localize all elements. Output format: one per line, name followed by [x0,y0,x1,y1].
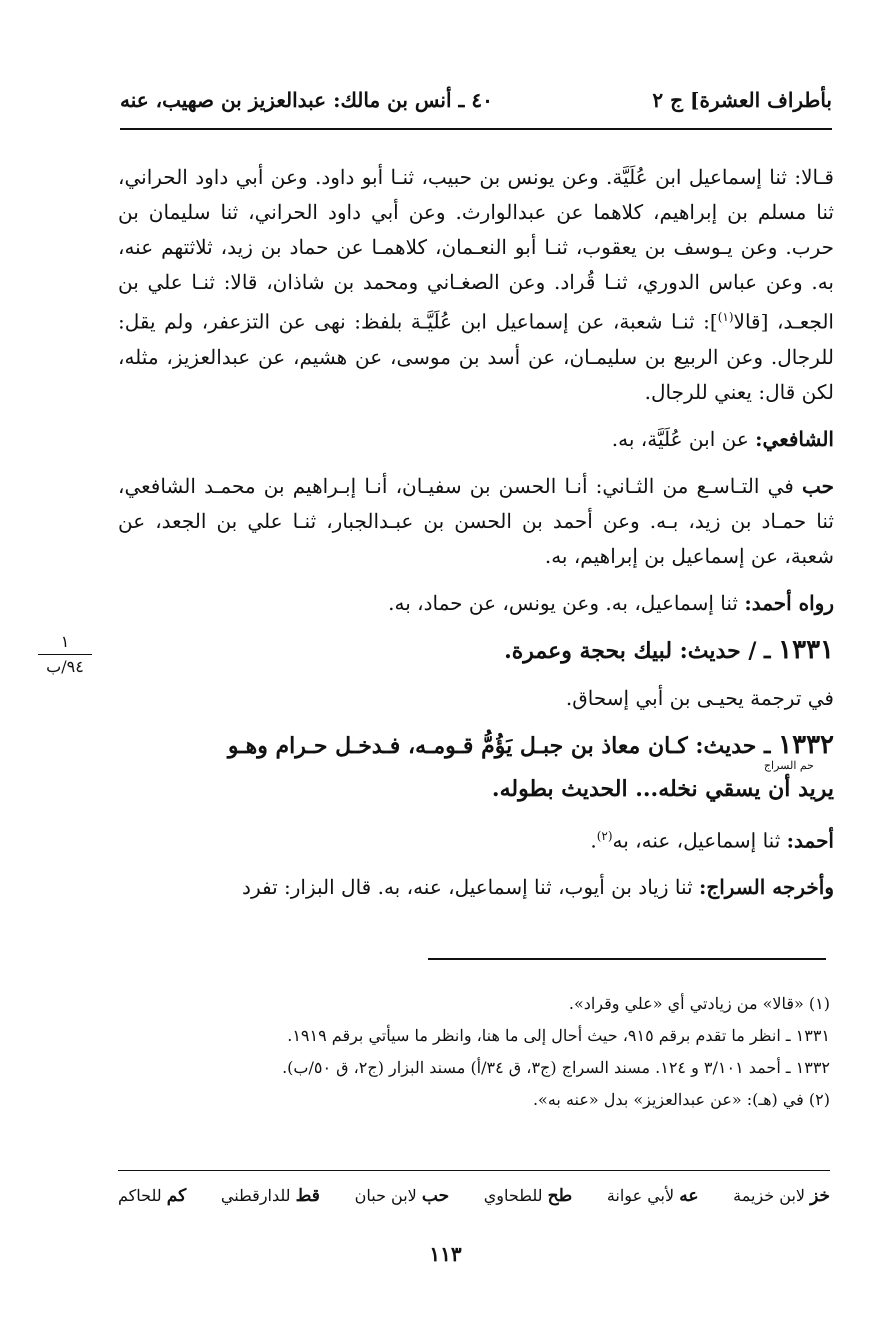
paragraph-hibban [118,469,834,574]
paragraph-text: ثنا إسماعيل، به. وعن يونس، عن حماد، به. [388,590,745,615]
paragraph-text: ثنا إسماعيل، عنه، به [612,828,787,853]
footnote-1331: ١٣٣١ ـ انظر ما تقدم برقم ٩١٥، حيث أحال إلى ما هنا، وانظر ما سيأتي برقم ١٩١٩. [287,1026,830,1045]
paragraph-text-cont: ]: ثنـا شعبة، عن إسماعيل ابن عُلَيَّـة بلفظ: نهى عن التزعفر، ولم يقل: للرجال. وعن الربيع بن سليمـان، عن أسد بن موسى، عن هشيم، عن عبدالعزيز، مثله، لكن قال: يعني للرجال. [118,309,835,404]
abbrev-item [118,1186,186,1206]
folio-bottom: ٩٤/ب [46,657,84,676]
hadith-title: ـ / حديث: لبيك بحجة وعمرة. [504,637,779,664]
abbreviations-key [118,1186,830,1206]
abbrev-code: كم [166,1186,187,1206]
paragraph-text: في التـاسـع من الثـاني: أنـا الحسن بن سفيـان، أنـا إبـراهيم بن محمـد الشافعي، ثنا حمـاد بن زيد، بـه. وعن أحمد بن الحسن بن عبـدالجبار، ثنـا علي بن الجعد، عن شعبة، عن إسماعيل بن إبراهيم، به. [118,473,834,568]
paragraph-text: في ترجمة يحيـى بن أبي إسحاق. [565,685,834,710]
paragraph-ahmad [118,586,834,621]
hadith-number: ١٣٣٢ [778,729,834,760]
hadith-number: ١٣٣١ [778,634,834,665]
footnote-ref-2: (٢) [596,828,613,843]
abbrev-item [733,1186,830,1206]
source-label: وأخرجه السراج: [698,875,834,900]
abbrev-code: حب [421,1186,450,1206]
hadith-heading-1332 [118,728,834,764]
paragraph-shafii [118,422,834,457]
abbrev-name: لابن خزيمة [733,1186,806,1205]
abbrev-item [221,1186,320,1206]
page-number: ١١٣ [429,1242,462,1266]
footnote-1: (١) «قالا» من زيادتي أي «علي وقراد». [568,994,830,1013]
main-text [118,160,834,917]
abbrev-name: للطحاوي [483,1186,543,1205]
folio-divider [38,654,92,655]
footnotes [118,988,830,1116]
paragraph-sarraj [118,870,834,905]
abbrev-name: للدارقطني [220,1186,291,1205]
manuscript-folio-note [38,632,92,677]
paragraph-text: عن ابن عُلَيَّة، به. [611,426,756,451]
footnote-1332: ١٣٣٢ ـ أحمد ٣/١٠١ و ١٢٤. مسند السراج (ج٣، ق ٣٤/أ) مسند البزار (ج٢، ق ٥٠/ب). [282,1058,830,1077]
paragraph-end: . [590,828,597,853]
footnote-2: (٢) في (هـ): «عن عبدالعزيز» بدل «عنه به». [532,1090,830,1109]
source-label: الشافعي: [755,426,834,451]
abbrev-code: قط [295,1186,320,1206]
paragraph-tarjama [118,681,834,716]
abbrev-item [607,1186,699,1206]
abbrev-item [355,1186,449,1206]
running-header [120,82,832,118]
paragraph-text: ثنا زياد بن أيوب، ثنا إسماعيل، عنه، به. قال البزار: تفرد [242,875,699,900]
abbrev-name: لابن حبان [354,1186,417,1205]
abbreviations-divider [118,1170,830,1171]
source-label: حب [801,473,834,498]
abbrev-code: عه [679,1186,699,1206]
header-volume: بأطراف العشرة] ج ٢ [652,88,832,112]
footnote-divider [428,958,826,960]
abbrev-name: لأبي عوانة [606,1186,675,1205]
hadith-heading-1331 [118,633,834,669]
paragraph-isnad-1 [118,160,834,410]
abbrev-code: خز [810,1186,830,1206]
paragraph-text: قـالا: ثنا إسماعيل ابن عُلَيَّة. وعن يونس بن حبيب، ثنـا أبو داود. وعن أبي داود الحراني، ثنا مسلم بن إبراهيم، كلاهما عن عبدالوارث. وعن أبي داود الحراني، ثنا سليمان بن حرب. وعن يـوسف بن يعقوب، ثنـا أبو النعـمان، كلاهمـا عن حماد بن زيد، ثلاثتهم عنه، به. وعن عباس الدوري، ثنـا قُراد. وعن الصغـاني ومحمد بن شاذان، قالا: ثنـا علي بن الجعـد، [قالا [118,165,834,334]
interlinear-note: حم السراج [763,758,814,772]
abbrev-item [484,1186,572,1206]
source-label: أحمد: [786,828,834,853]
header-chapter: ٤٠ ـ أنس بن مالك: عبدالعزيز بن صهيب، عنه [120,88,493,112]
abbrev-code: طح [547,1186,573,1206]
paragraph-ahmad-2 [118,819,834,859]
hadith-title-cont: يريد أن يسقي نخله... الحديث بطوله. [491,775,834,802]
footnote-ref-1: (١) [717,310,734,324]
folio-top: ١ [60,632,70,651]
source-label: رواه أحمد: [744,590,834,615]
hadith-title: ـ حديث: كـان معاذ بن جبـل يَؤُمُّ قـومـه، فـدخـل حـرام وهـو [227,732,779,759]
header-divider [120,128,832,130]
abbrev-name: للحاكم [118,1186,162,1205]
